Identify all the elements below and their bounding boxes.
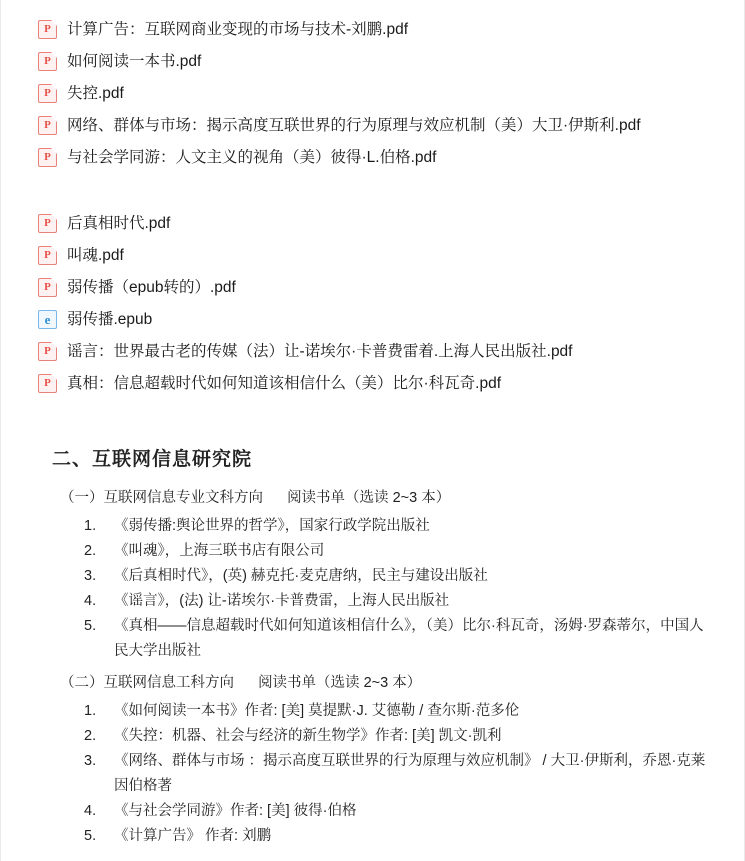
pdf-file-icon [38, 148, 57, 167]
list-item [84, 514, 727, 539]
item-text: 《与社会学同游》作者: [美] 彼得·伯格 [114, 803, 357, 819]
pdf-file-icon [38, 52, 57, 71]
item-number: 5. [84, 828, 97, 844]
item-number: 3. [84, 568, 97, 584]
list-item [84, 614, 727, 664]
pdf-file-icon [38, 20, 57, 39]
epub-file-icon [38, 310, 57, 329]
list-item [84, 539, 727, 564]
item-text: 《如何阅读一本书》作者: [美] 莫提默·J. 艾德勒 / 查尔斯·范多伦 [114, 703, 520, 719]
reading-list-section [18, 444, 727, 849]
file-row[interactable] [18, 336, 727, 366]
item-text: 《失控：机器、社会与经济的新生物学》作者: [美] 凯文·凯利 [114, 728, 502, 744]
list-item [84, 749, 727, 799]
pdf-file-icon [38, 374, 57, 393]
file-list-group-1 [18, 14, 727, 172]
book-list-1 [18, 514, 727, 664]
group-divider [18, 174, 727, 208]
item-number: 1. [84, 703, 97, 719]
subsection-note: 阅读书单（选读 2~3 本） [258, 675, 422, 691]
item-text: 《叫魂》，上海三联书店有限公司 [114, 543, 325, 559]
list-item [84, 589, 727, 614]
file-name: 失控.pdf [67, 84, 124, 102]
item-text: 《谣言》，(法) 让-诺埃尔·卡普费雷，上海人民出版社 [114, 593, 450, 609]
file-row[interactable] [18, 78, 727, 108]
file-list-group-2 [18, 208, 727, 398]
file-row[interactable] [18, 208, 727, 238]
pdf-file-icon [38, 214, 57, 233]
page-left-border [0, 0, 1, 861]
section-title: 二、互联网信息研究院 [52, 449, 253, 470]
file-name: 网络、群体与市场：揭示高度互联世界的行为原理与效应机制（美）大卫·伊斯利.pdf [67, 116, 641, 134]
file-name: 与社会学同游：人文主义的视角（美）彼得·L.伯格.pdf [67, 148, 437, 166]
pdf-file-icon [38, 246, 57, 265]
list-item [84, 799, 727, 824]
item-number: 4. [84, 803, 97, 819]
file-name: 叫魂.pdf [67, 246, 124, 264]
item-text: 《计算广告》 作者: 刘鹏 [114, 828, 272, 844]
item-number: 2. [84, 543, 97, 559]
file-name: 弱传播（epub转的）.pdf [67, 278, 236, 296]
item-number: 5. [84, 618, 97, 634]
file-name: 弱传播.epub [67, 310, 153, 328]
file-row[interactable] [18, 240, 727, 270]
file-row[interactable] [18, 304, 727, 334]
list-item [84, 564, 727, 589]
item-number: 1. [84, 518, 97, 534]
subsection-heading-2 [60, 672, 727, 694]
book-list-2 [18, 699, 727, 849]
file-name: 计算广告：互联网商业变现的市场与技术-刘鹏.pdf [67, 20, 409, 38]
pdf-file-icon [38, 342, 57, 361]
list-item [84, 724, 727, 749]
pdf-file-icon [38, 278, 57, 297]
item-text: 《真相——信息超载时代如何知道该相信什么》，（美）比尔·科瓦奇，汤姆·罗森蒂尔，中国人民大学出版社 [114, 618, 704, 659]
pdf-file-icon [38, 84, 57, 103]
file-name: 后真相时代.pdf [67, 214, 171, 232]
item-text: 《网络、群体与市场 ：揭示高度互联世界的行为原理与效应机制》 / 大卫·伊斯利，乔恩·克莱因伯格著 [114, 753, 706, 794]
subsection-heading-1 [60, 487, 727, 509]
item-text: 《弱传播:舆论世界的哲学》，国家行政学院出版社 [114, 518, 430, 534]
item-number: 4. [84, 593, 97, 609]
list-item [84, 699, 727, 724]
file-name: 如何阅读一本书.pdf [67, 52, 202, 70]
list-item [84, 824, 727, 849]
item-text: 《后真相时代》，(英) 赫克托·麦克唐纳，民主与建设出版社 [114, 568, 488, 584]
file-row[interactable] [18, 272, 727, 302]
file-row[interactable] [18, 46, 727, 76]
file-row[interactable] [18, 142, 727, 172]
file-name: 真相：信息超载时代如何知道该相信什么（美）比尔·科瓦奇.pdf [67, 374, 502, 392]
file-row[interactable] [18, 368, 727, 398]
item-number: 2. [84, 728, 97, 744]
file-row[interactable] [18, 14, 727, 44]
item-number: 3. [84, 753, 97, 769]
file-name: 谣言：世界最古老的传媒（法）让-诺埃尔·卡普费雷着.上海人民出版社.pdf [67, 342, 573, 360]
pdf-file-icon [38, 116, 57, 135]
subsection-note: 阅读书单（选读 2~3 本） [287, 490, 451, 506]
subsection-label: （二）互联网信息工科方向 [60, 675, 234, 691]
subsection-label: （一）互联网信息专业文科方向 [60, 490, 263, 506]
file-row[interactable] [18, 110, 727, 140]
